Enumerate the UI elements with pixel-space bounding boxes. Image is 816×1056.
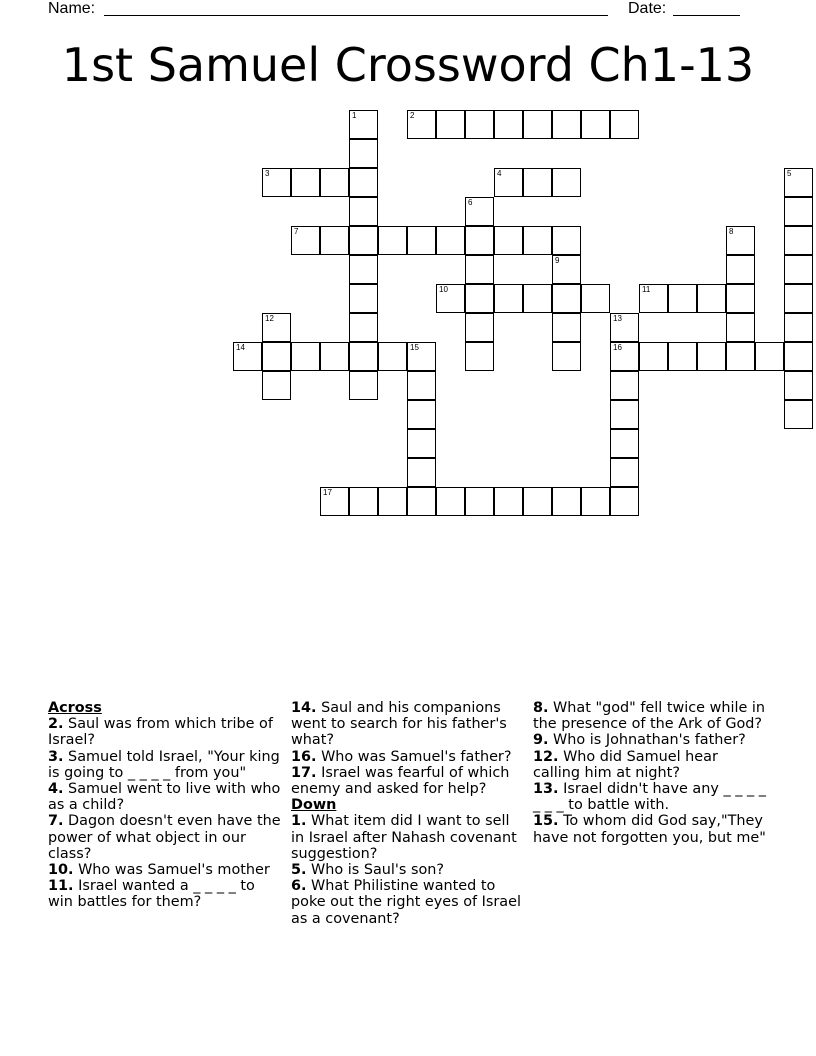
clue-text: Saul and his companions went to search for his father's what? [291,700,507,749]
clue-text: Israel wanted a _ _ _ _ to win battles for them? [48,878,255,911]
grid-cell[interactable] [291,226,320,255]
grid-cell[interactable] [465,110,494,139]
grid-cell[interactable] [610,342,639,371]
clue-text: Who is Saul's son? [306,862,445,879]
grid-cell[interactable] [523,487,552,516]
cell-number: 1 [352,111,357,120]
clue-text: Who was Samuel's father? [316,748,512,765]
grid-cell[interactable] [436,284,465,313]
grid-cell[interactable] [523,168,552,197]
grid-cell[interactable] [349,284,378,313]
clue-text: Saul was from which tribe of Israel? [48,716,273,749]
grid-cell[interactable] [784,371,813,400]
cell-number: 9 [555,256,560,265]
clue-down-6 [291,878,527,927]
grid-cell[interactable] [552,342,581,371]
grid-cell[interactable] [465,342,494,371]
clue-number: 5. [291,862,307,879]
grid-cell[interactable] [349,226,378,255]
cell-number: 8 [729,227,734,236]
clues-column-1 [48,700,284,911]
grid-cell[interactable] [407,371,436,400]
grid-cell[interactable] [465,255,494,284]
clue-number: 12. [533,748,559,765]
clue-text: What "god" fell twice while in the presence of the Ark of God? [533,700,766,733]
grid-cell[interactable] [407,458,436,487]
clue-text: Who did Samuel hear calling him at night? [533,748,718,781]
down-heading: Down [291,797,337,814]
clue-number: 11. [48,878,74,895]
clue-across-7 [48,813,284,862]
cell-number: 12 [265,314,274,323]
grid-cell[interactable] [784,168,813,197]
grid-cell[interactable] [378,342,407,371]
grid-cell[interactable] [494,284,523,313]
name-label: Name: [48,0,96,17]
clue-number: 6. [291,878,307,895]
clue-down-15 [533,813,769,845]
grid-cell[interactable] [726,313,755,342]
cell-number: 6 [468,198,473,207]
clue-text: Israel didn't have any _ _ _ _ _ _ _ to battle with. [533,781,766,814]
grid-cell[interactable] [465,313,494,342]
clue-number: 9. [533,732,549,749]
clue-down-13 [533,781,769,813]
grid-cell[interactable] [610,110,639,139]
grid-cell[interactable] [784,342,813,371]
grid-cell[interactable] [581,110,610,139]
grid-cell[interactable] [320,226,349,255]
grid-cell[interactable] [610,400,639,429]
clue-number: 13. [533,781,559,798]
clue-down-1 [291,813,527,862]
clue-number: 16. [291,748,317,765]
clue-across-4 [48,781,284,813]
grid-cell[interactable] [233,342,262,371]
grid-cell[interactable] [262,313,291,342]
grid-cell[interactable] [494,226,523,255]
cell-number: 16 [613,343,622,352]
grid-cell[interactable] [784,255,813,284]
grid-cell[interactable] [581,487,610,516]
clue-number: 1. [291,813,307,830]
clue-down-9 [533,732,769,748]
grid-cell[interactable] [581,284,610,313]
cell-number: 11 [642,285,651,294]
clue-across-17 [291,765,527,797]
cell-number: 4 [497,169,502,178]
grid-cell[interactable] [407,342,436,371]
grid-cell[interactable] [262,168,291,197]
grid-cell[interactable] [697,342,726,371]
grid-cell[interactable] [349,197,378,226]
clue-text: Samuel told Israel, "Your king is going to _ _ _ _ from you" [48,748,280,781]
cell-number: 14 [236,343,245,352]
grid-cell[interactable] [697,284,726,313]
clue-text: Samuel went to live with who as a child? [48,781,281,814]
clue-text: Israel was fearful of which enemy and asked for help? [291,764,510,798]
grid-cell[interactable] [436,226,465,255]
cell-number: 15 [410,343,419,352]
grid-cell[interactable] [610,371,639,400]
grid-cell[interactable] [668,342,697,371]
clue-down-5 [291,862,527,878]
grid-cell[interactable] [465,226,494,255]
clue-across-10 [48,862,284,878]
grid-cell[interactable] [523,226,552,255]
grid-cell[interactable] [494,110,523,139]
grid-cell[interactable] [755,342,784,371]
grid-cell[interactable] [784,197,813,226]
clue-number: 14. [291,700,317,716]
grid-cell[interactable] [436,487,465,516]
clues-column-3 [533,700,769,846]
grid-cell[interactable] [262,371,291,400]
grid-cell[interactable] [407,226,436,255]
clue-number: 15. [533,813,559,830]
grid-cell[interactable] [349,110,378,139]
clue-text: What item did I want to sell in Israel after Nahash covenant suggestion? [291,813,517,862]
grid-cell[interactable] [349,371,378,400]
grid-cell[interactable] [610,458,639,487]
grid-cell[interactable] [726,284,755,313]
grid-cell[interactable] [639,284,668,313]
clue-across-16 [291,749,527,765]
grid-cell[interactable] [407,487,436,516]
cell-number: 2 [410,111,415,120]
grid-cell[interactable] [523,110,552,139]
clue-number: 8. [533,700,549,716]
crossword-grid [0,0,816,520]
grid-cell[interactable] [552,110,581,139]
clue-text: Who was Samuel's mother [73,862,270,879]
clue-text: Dagon doesn't even have the power of what object in our class? [48,813,281,862]
grid-cell[interactable] [262,342,291,371]
grid-cell[interactable] [552,313,581,342]
grid-cell[interactable] [726,226,755,255]
cell-number: 10 [439,285,448,294]
grid-cell[interactable] [552,226,581,255]
grid-cell[interactable] [349,139,378,168]
grid-cell[interactable] [494,168,523,197]
grid-cell[interactable] [610,487,639,516]
grid-cell[interactable] [320,168,349,197]
grid-cell[interactable] [436,110,465,139]
clue-across-11 [48,878,284,910]
grid-cell[interactable] [349,255,378,284]
grid-cell[interactable] [407,400,436,429]
grid-cell[interactable] [523,284,552,313]
grid-cell[interactable] [784,226,813,255]
grid-cell[interactable] [291,168,320,197]
clue-down-12 [533,749,769,781]
clue-number: 7. [48,813,64,830]
clue-number: 3. [48,748,64,765]
clue-text: To whom did God say,"They have not forgotten you, but me" [533,813,766,846]
grid-cell[interactable] [378,226,407,255]
grid-cell[interactable] [668,284,697,313]
grid-cell[interactable] [784,284,813,313]
grid-cell[interactable] [349,168,378,197]
cell-number: 5 [787,169,792,178]
clues-column-2 [291,700,527,927]
grid-cell[interactable] [552,255,581,284]
cell-number: 13 [613,314,622,323]
grid-cell[interactable] [465,487,494,516]
grid-cell[interactable] [610,313,639,342]
clue-across-14 [291,700,527,749]
grid-cell[interactable] [407,429,436,458]
grid-cell[interactable] [349,342,378,371]
grid-cell[interactable] [610,429,639,458]
grid-cell[interactable] [784,400,813,429]
clue-text: Who is Johnathan's father? [548,732,746,749]
clue-across-3 [48,749,284,781]
grid-cell[interactable] [726,342,755,371]
grid-cell[interactable] [784,313,813,342]
grid-cell[interactable] [320,342,349,371]
cell-number: 17 [323,488,332,497]
grid-cell[interactable] [378,487,407,516]
grid-cell[interactable] [320,487,349,516]
clue-down-8 [533,700,769,732]
clue-text: What Philistine wanted to poke out the right eyes of Israel as a covenant? [291,878,521,927]
cell-number: 3 [265,169,270,178]
grid-cell[interactable] [465,284,494,313]
clue-across-2 [48,716,284,748]
grid-cell[interactable] [349,487,378,516]
clue-number: 2. [48,716,64,733]
grid-cell[interactable] [494,487,523,516]
grid-cell[interactable] [726,255,755,284]
across-heading: Across [48,700,102,716]
clue-number: 17. [291,764,317,781]
clue-number: 4. [48,781,64,798]
page-title: 1st Samuel Crossword Ch1-13 [61,38,755,92]
grid-cell[interactable] [639,342,668,371]
grid-cell[interactable] [465,197,494,226]
grid-cell[interactable] [407,110,436,139]
grid-cell[interactable] [552,284,581,313]
clue-number: 10. [48,862,74,879]
date-label: Date: [628,0,667,17]
grid-cell[interactable] [291,342,320,371]
cell-number: 7 [294,227,299,236]
grid-cell[interactable] [349,313,378,342]
grid-cell[interactable] [552,487,581,516]
grid-cell[interactable] [552,168,581,197]
